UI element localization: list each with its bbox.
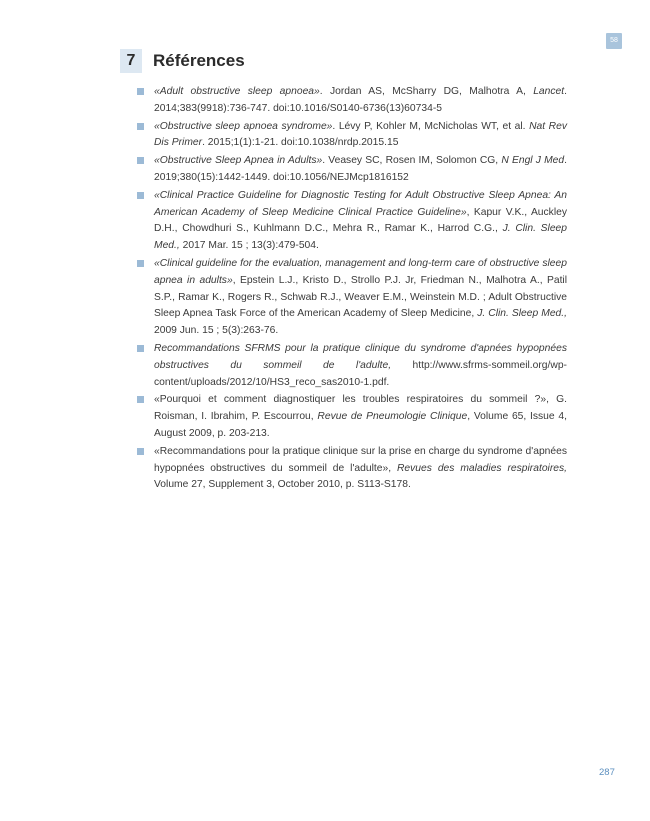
square-bullet-icon	[137, 157, 144, 164]
reference-title: «Obstructive sleep apnoea syndrome»	[154, 120, 333, 132]
square-bullet-icon	[137, 396, 144, 403]
reference-details: . 2014;383(9918):736-747. doi:10.1016/S0140-6736(13)60734-5	[154, 86, 567, 114]
reference-item	[137, 392, 567, 442]
reference-text	[154, 153, 567, 187]
reference-authors: . Veasey SC, Rosen IM, Solomon CG,	[322, 155, 502, 167]
reference-authors: . Jordan AS, McSharry DG, Malhotra A,	[319, 86, 534, 97]
reference-journal: Nat Rev Dis Primer	[154, 120, 567, 149]
reference-title: «Clinical Practice Guideline for Diagnostic Testing for Adult Obstructive Sleep Apnea: An American Academy of Sleep Medicine Clinical Practice Guideline»	[154, 189, 567, 218]
reference-journal: Revue de Pneumologie Clinique	[317, 411, 468, 423]
reference-text	[154, 341, 567, 391]
page-number: 287	[599, 767, 615, 778]
reference-details: Volume 27, Supplement 3, October 2010, p. S113-S178.	[154, 479, 411, 491]
reference-text	[154, 444, 567, 494]
section-title: Références	[153, 51, 245, 70]
section-header	[120, 48, 570, 74]
reference-text	[154, 84, 567, 118]
reference-journal: J. Clin. Sleep Med.,	[154, 223, 568, 252]
reference-text	[154, 119, 567, 153]
reference-title: «Obstructive Sleep Apnea in Adults»	[154, 155, 323, 167]
reference-details: , Volume 65, Issue 4, August 2009, p. 203-213.	[154, 411, 567, 439]
reference-journal: Lancet	[533, 86, 565, 97]
square-bullet-icon	[137, 345, 144, 352]
reference-details: 2009 Jun. 15 ; 5(3):263-76.	[154, 325, 279, 337]
reference-journal: N Engl J Med	[501, 155, 565, 167]
reference-item	[137, 84, 567, 118]
reference-authors: , Kapur V.K., Auckley D.H., Chowdhuri S., Kuhlmann D.C., Mehra R., Ramar K., Harrod C.G.,	[154, 206, 567, 235]
reference-authors: «Pourquoi et comment diagnostiquer les troubles respiratoires du sommeil ?», G. Roisman, I. Ibrahim, P. Escourrou,	[154, 394, 567, 423]
reference-title: Recommandations SFRMS pour la pratique clinique du syndrome d'apnées hypopnées obstructives du sommeil de l'adulte,	[154, 342, 567, 371]
reference-authors: «Recommandations pour la pratique clinique sur la prise en charge du syndrome d'apnées hypopnées obstructives du sommeil de l'adulte»,	[154, 445, 567, 474]
square-bullet-icon	[137, 260, 144, 267]
reference-details: 2017 Mar. 15 ; 13(3):479-504.	[179, 240, 319, 252]
chapter-badge: 58	[606, 33, 622, 49]
reference-details: . 2015;1(1):1-21. doi:10.1038/nrdp.2015.15	[202, 137, 399, 149]
reference-title: «Adult obstructive sleep apnoea»	[154, 86, 320, 97]
reference-journal: Revues des maladies respiratoires,	[397, 462, 568, 474]
reference-authors: . Lévy P, Kohler M, McNicholas WT, et al.	[332, 120, 530, 132]
square-bullet-icon	[137, 123, 144, 130]
square-bullet-icon	[137, 88, 144, 95]
reference-item	[137, 341, 567, 391]
reference-item	[137, 188, 567, 255]
reference-text	[154, 392, 567, 442]
reference-text	[154, 256, 567, 340]
square-bullet-icon	[137, 192, 144, 199]
reference-text	[154, 188, 567, 255]
reference-title: «Clinical guideline for the evaluation, management and long-term care of obstructive sleep apnea in adults»	[154, 257, 567, 286]
reference-item	[137, 119, 567, 153]
reference-journal: J. Clin. Sleep Med.,	[477, 308, 567, 320]
reference-url: http://www.sfrms-sommeil.org/wp-content/uploads/2012/10/HS3_reco_sas2010-1.pdf.	[154, 359, 567, 388]
square-bullet-icon	[137, 448, 144, 455]
reference-item	[137, 256, 567, 340]
reference-authors: , Epstein L.J., Kristo D., Strollo P.J. Jr, Friedman N., Malhotra A., Patil S.P., Ramar K., Rogers R., Schwab R.J., Weaver E.M., Weinstein M.D. ; Adult Obstructive Sleep Apnea Task Force of the American Academy of Sleep Medicine,	[154, 274, 568, 320]
reference-details: . 2019;380(15):1442-1449. doi:10.1056/NEJMcp1816152	[154, 155, 568, 183]
reference-item	[137, 153, 567, 187]
reference-item	[137, 444, 567, 494]
section-number: 7	[120, 49, 142, 73]
reference-list	[137, 84, 567, 495]
